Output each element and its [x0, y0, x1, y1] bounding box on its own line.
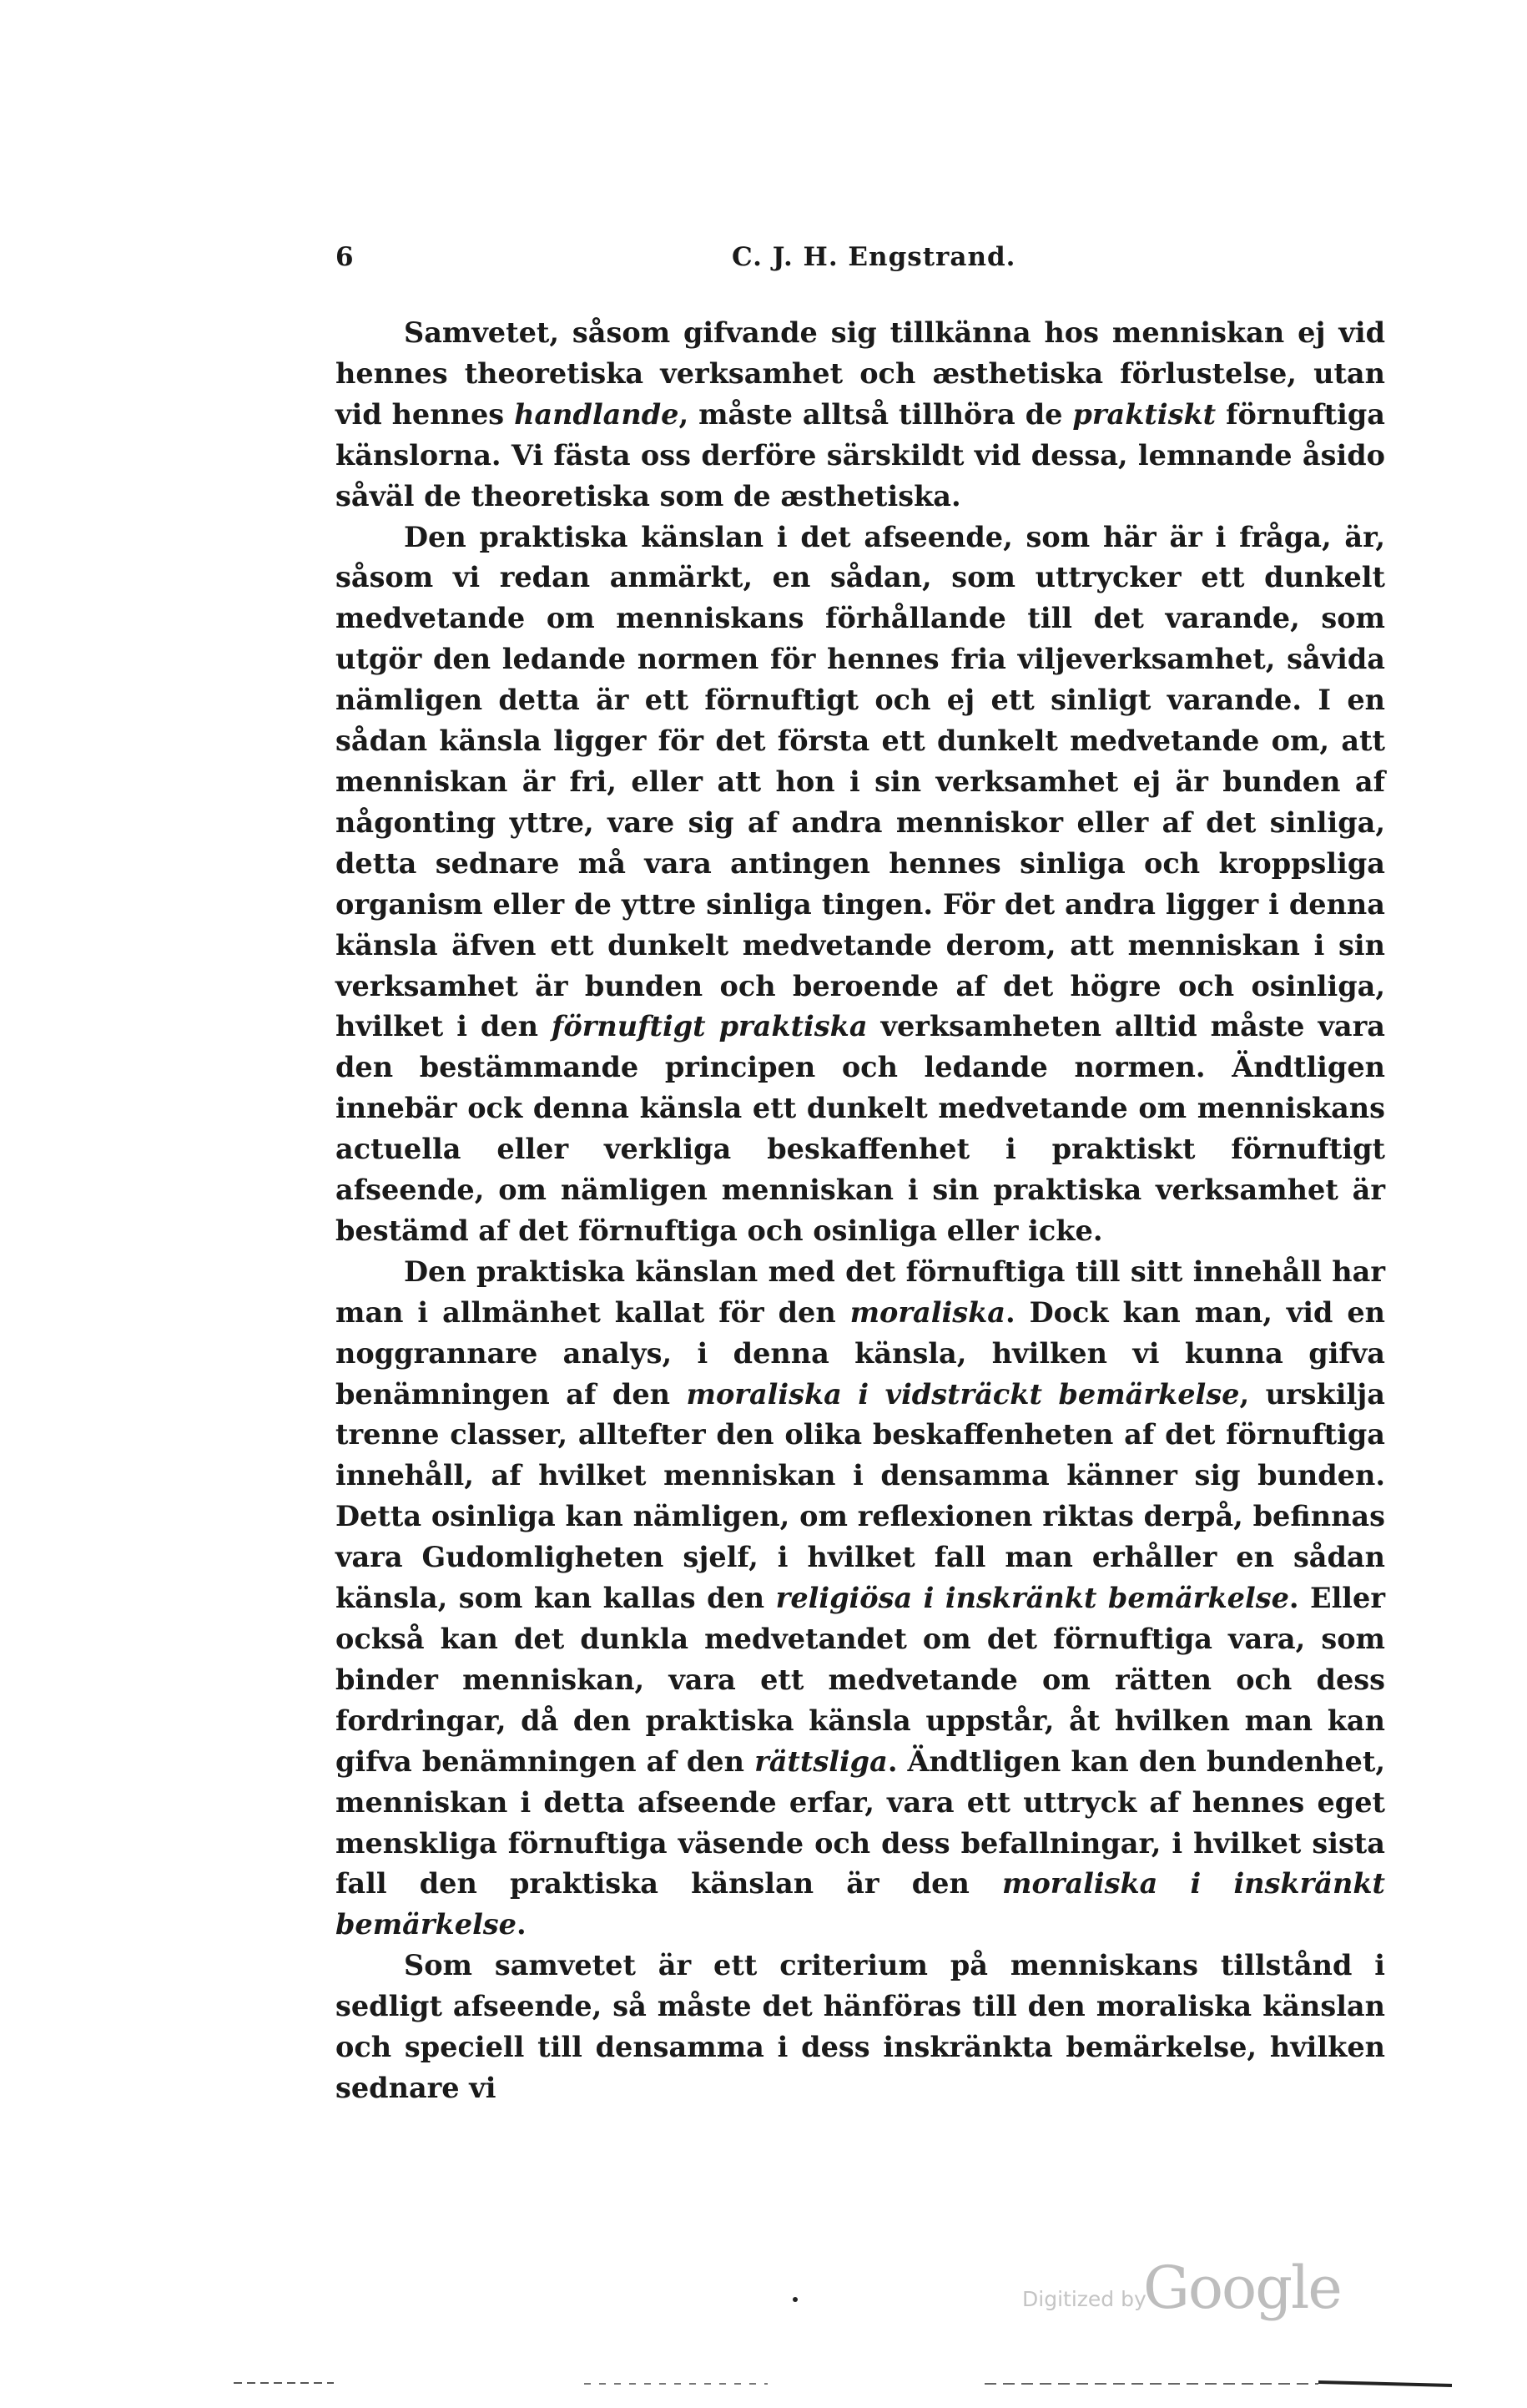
p1-italic-1: handlande	[514, 397, 679, 431]
page-number: 6	[335, 242, 354, 272]
p3-italic-5: moraliska i inskränkt bemärkelse	[335, 1867, 1386, 1941]
watermark-prefix: Digitized by	[1022, 2287, 1147, 2311]
p3-text-4: . Eller också kan det dunkla medvetandet om det förnuftiga vara, som binder menniskan, vara ett medvetande om rätten och dess fordringar, då den praktiska känsla uppstår, åt hvilken man kan gifva benämningen af den	[335, 1582, 1385, 1778]
p2-text-1: Den praktiska känslan i det afseende, som här är i fråga, är, såsom vi redan anmärkt, en sådan, som uttrycker ett dunkelt medvetande om menniskans förhållande till det varande, som utgör den ledande normen för hennes fria viljeverksamhet, såvida nämligen detta är ett förnuftigt och ej ett sinligt varande. I en sådan känsla ligger för det första ett dunkelt medvetande om, att menniskan är fri, eller att hon i sin verksamhet ej är bunden af någonting yttre, vare sig af andra menniskor eller af det sinliga, detta sednare må vara antingen hennes sinliga och kroppsliga organism eller de yttre sinliga tingen. För det andra ligger i denna känsla äfven ett dunkelt medvetande derom, att menniskan i sin verksamhet är bunden och beroende af det högre och osinliga, hvilket i den	[335, 520, 1385, 1043]
p3-italic-3: religiösa i inskränkt bemärkelse	[775, 1582, 1289, 1615]
digitized-watermark	[1022, 2254, 1356, 2322]
paragraph-1	[335, 313, 1385, 517]
body-text	[335, 313, 1385, 2109]
p2-italic-1: förnuftigt praktiska	[551, 1010, 868, 1043]
paragraph-4	[335, 1946, 1385, 2109]
p3-italic-1: moraliska	[849, 1295, 1005, 1329]
p3-italic-2: moraliska i vidsträckt bemärkelse	[686, 1377, 1240, 1411]
google-logo: Google	[1143, 2254, 1341, 2322]
p3-italic-4: rättsliga	[754, 1744, 888, 1778]
p1-italic-2: praktiskt	[1072, 397, 1217, 431]
p3-text-1: Den praktiska känslan med det förnuftiga till sitt innehåll har man i allmänhet kallat för den	[335, 1254, 1385, 1329]
p1-text-3: förnuftiga känslorna. Vi fästa oss derföre särskildt vid dessa, lemnande åsido såväl de theoretiska som de æsthetiska.	[335, 397, 1385, 512]
p3-text-5: . Ändtligen kan den bundenhet, menniskan i detta afseende erfar, vara ett uttryck af hennes eget menskliga förnuftiga väsende och dess befallningar, i hvilket sista fall den praktiska känslan är den	[335, 1744, 1386, 1901]
p1-text-2: , måste alltså tillhöra de	[678, 397, 1073, 431]
p2-text-2: verksamheten alltid måste vara den bestämmande principen och ledande normen. Ändtligen innebär ock denna känsla ett dunkelt medvetande om menniskans actuella eller verkliga beskaffenhet i praktiskt förnuftigt afseende, om nämligen menniskan i sin praktiska verksamhet är bestämd af det förnuftiga och osinliga eller icke.	[335, 1010, 1385, 1247]
ink-speck	[793, 2297, 798, 2302]
paragraph-3	[335, 1252, 1385, 1946]
p3-text-3: , urskilja trenne classer, alltefter den olika beskaffenheten af det förnuftiga innehåll, af hvilket menniskan i densamma känner sig bunden. Detta osinliga kan nämligen, om reflexionen riktas derpå, befinnas vara Gudomligheten sjelf, i hvilket fall man erhåller en sådan känsla, som kan kallas den	[335, 1377, 1385, 1615]
p3-text-2: . Dock kan man, vid en noggrannare analys, i denna känsla, hvilken vi kunna gifva benämningen af den	[335, 1295, 1385, 1411]
paragraph-2	[335, 517, 1385, 1252]
p3-text-6: .	[516, 1908, 527, 1941]
p4-text-1: Som samvetet är ett criterium på menniskans tillstånd i sedligt afseende, så måste det hänföras till den moraliska känslan och speciell till densamma i dess inskränkta bemärkelse, hvilken sednare vi	[335, 1949, 1385, 2104]
page-header	[335, 242, 1387, 284]
scan-edge-artifact	[234, 2377, 1452, 2389]
running-title: C. J. H. Engstrand.	[732, 242, 1016, 272]
p1-text-1: Samvetet, såsom gifvande sig tillkänna hos menniskan ej vid hennes theoretiska verksamhet och æsthetiska förlustelse, utan vid hennes	[335, 316, 1385, 431]
